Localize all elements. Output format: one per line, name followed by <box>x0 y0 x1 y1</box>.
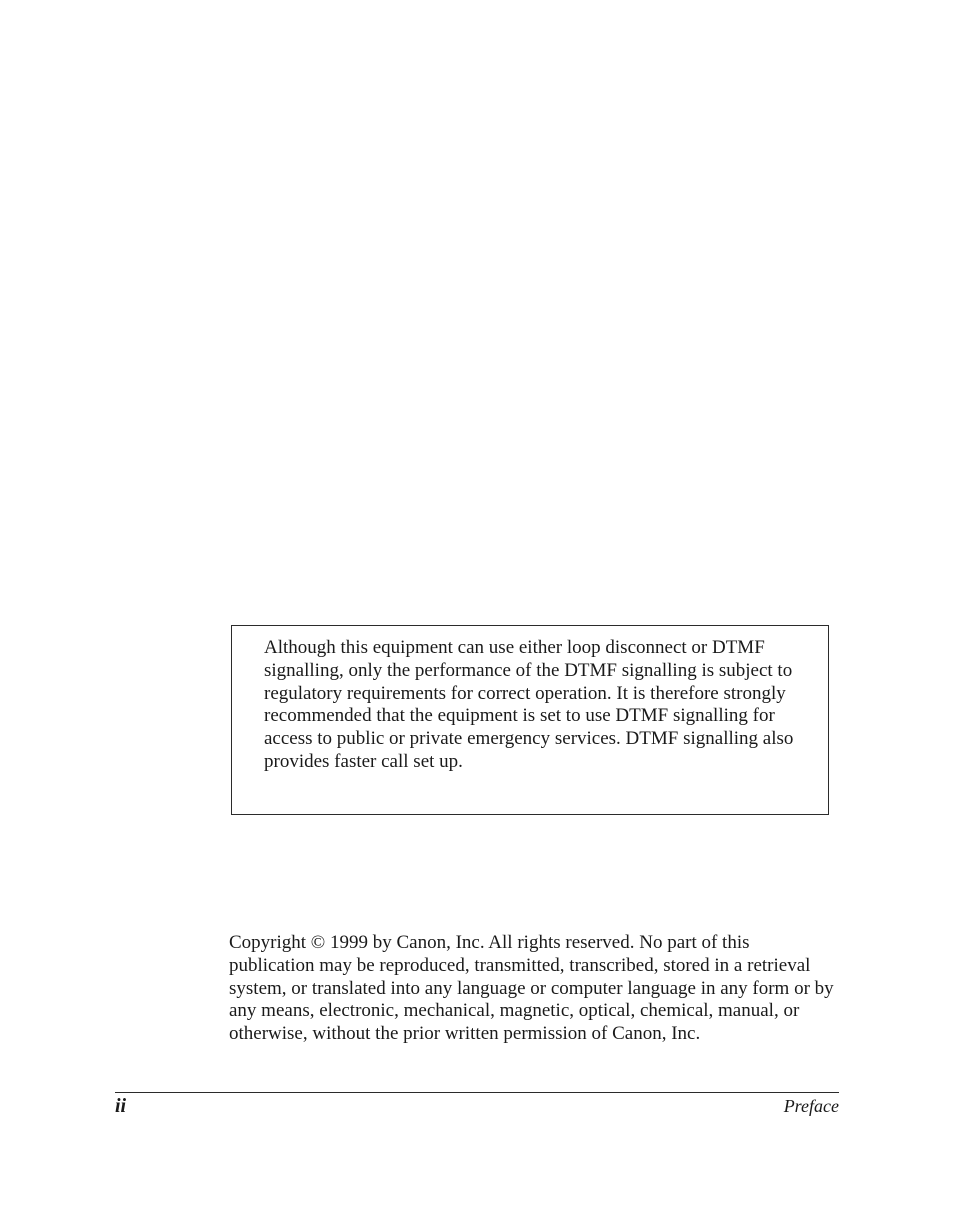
footer-section-name: Preface <box>783 1096 839 1116</box>
copyright-notice: Copyright © 1999 by Canon, Inc. All rights reserved. No part of this publication may be reproduced, transmitted, transcribed, stored in a retrieval system, or translated into any language or computer language in any form or by any means, electronic, mechanical, magnetic, optical, chemical, manual, or otherwise, without the prior written permission of Canon, Inc. <box>229 932 834 1045</box>
footer-divider <box>115 1092 839 1093</box>
dtmf-notice-box <box>231 625 829 815</box>
dtmf-notice-text: Although this equipment can use either loop disconnect or DTMF signalling, only the performance of the DTMF signalling is subject to regulatory requirements for correct operation. It is therefore strongly recommended that the equipment is set to use DTMF signalling for access to public or private emergency services. DTMF signalling also provides faster call set up. <box>264 637 794 772</box>
page-number: ii <box>115 1095 127 1117</box>
